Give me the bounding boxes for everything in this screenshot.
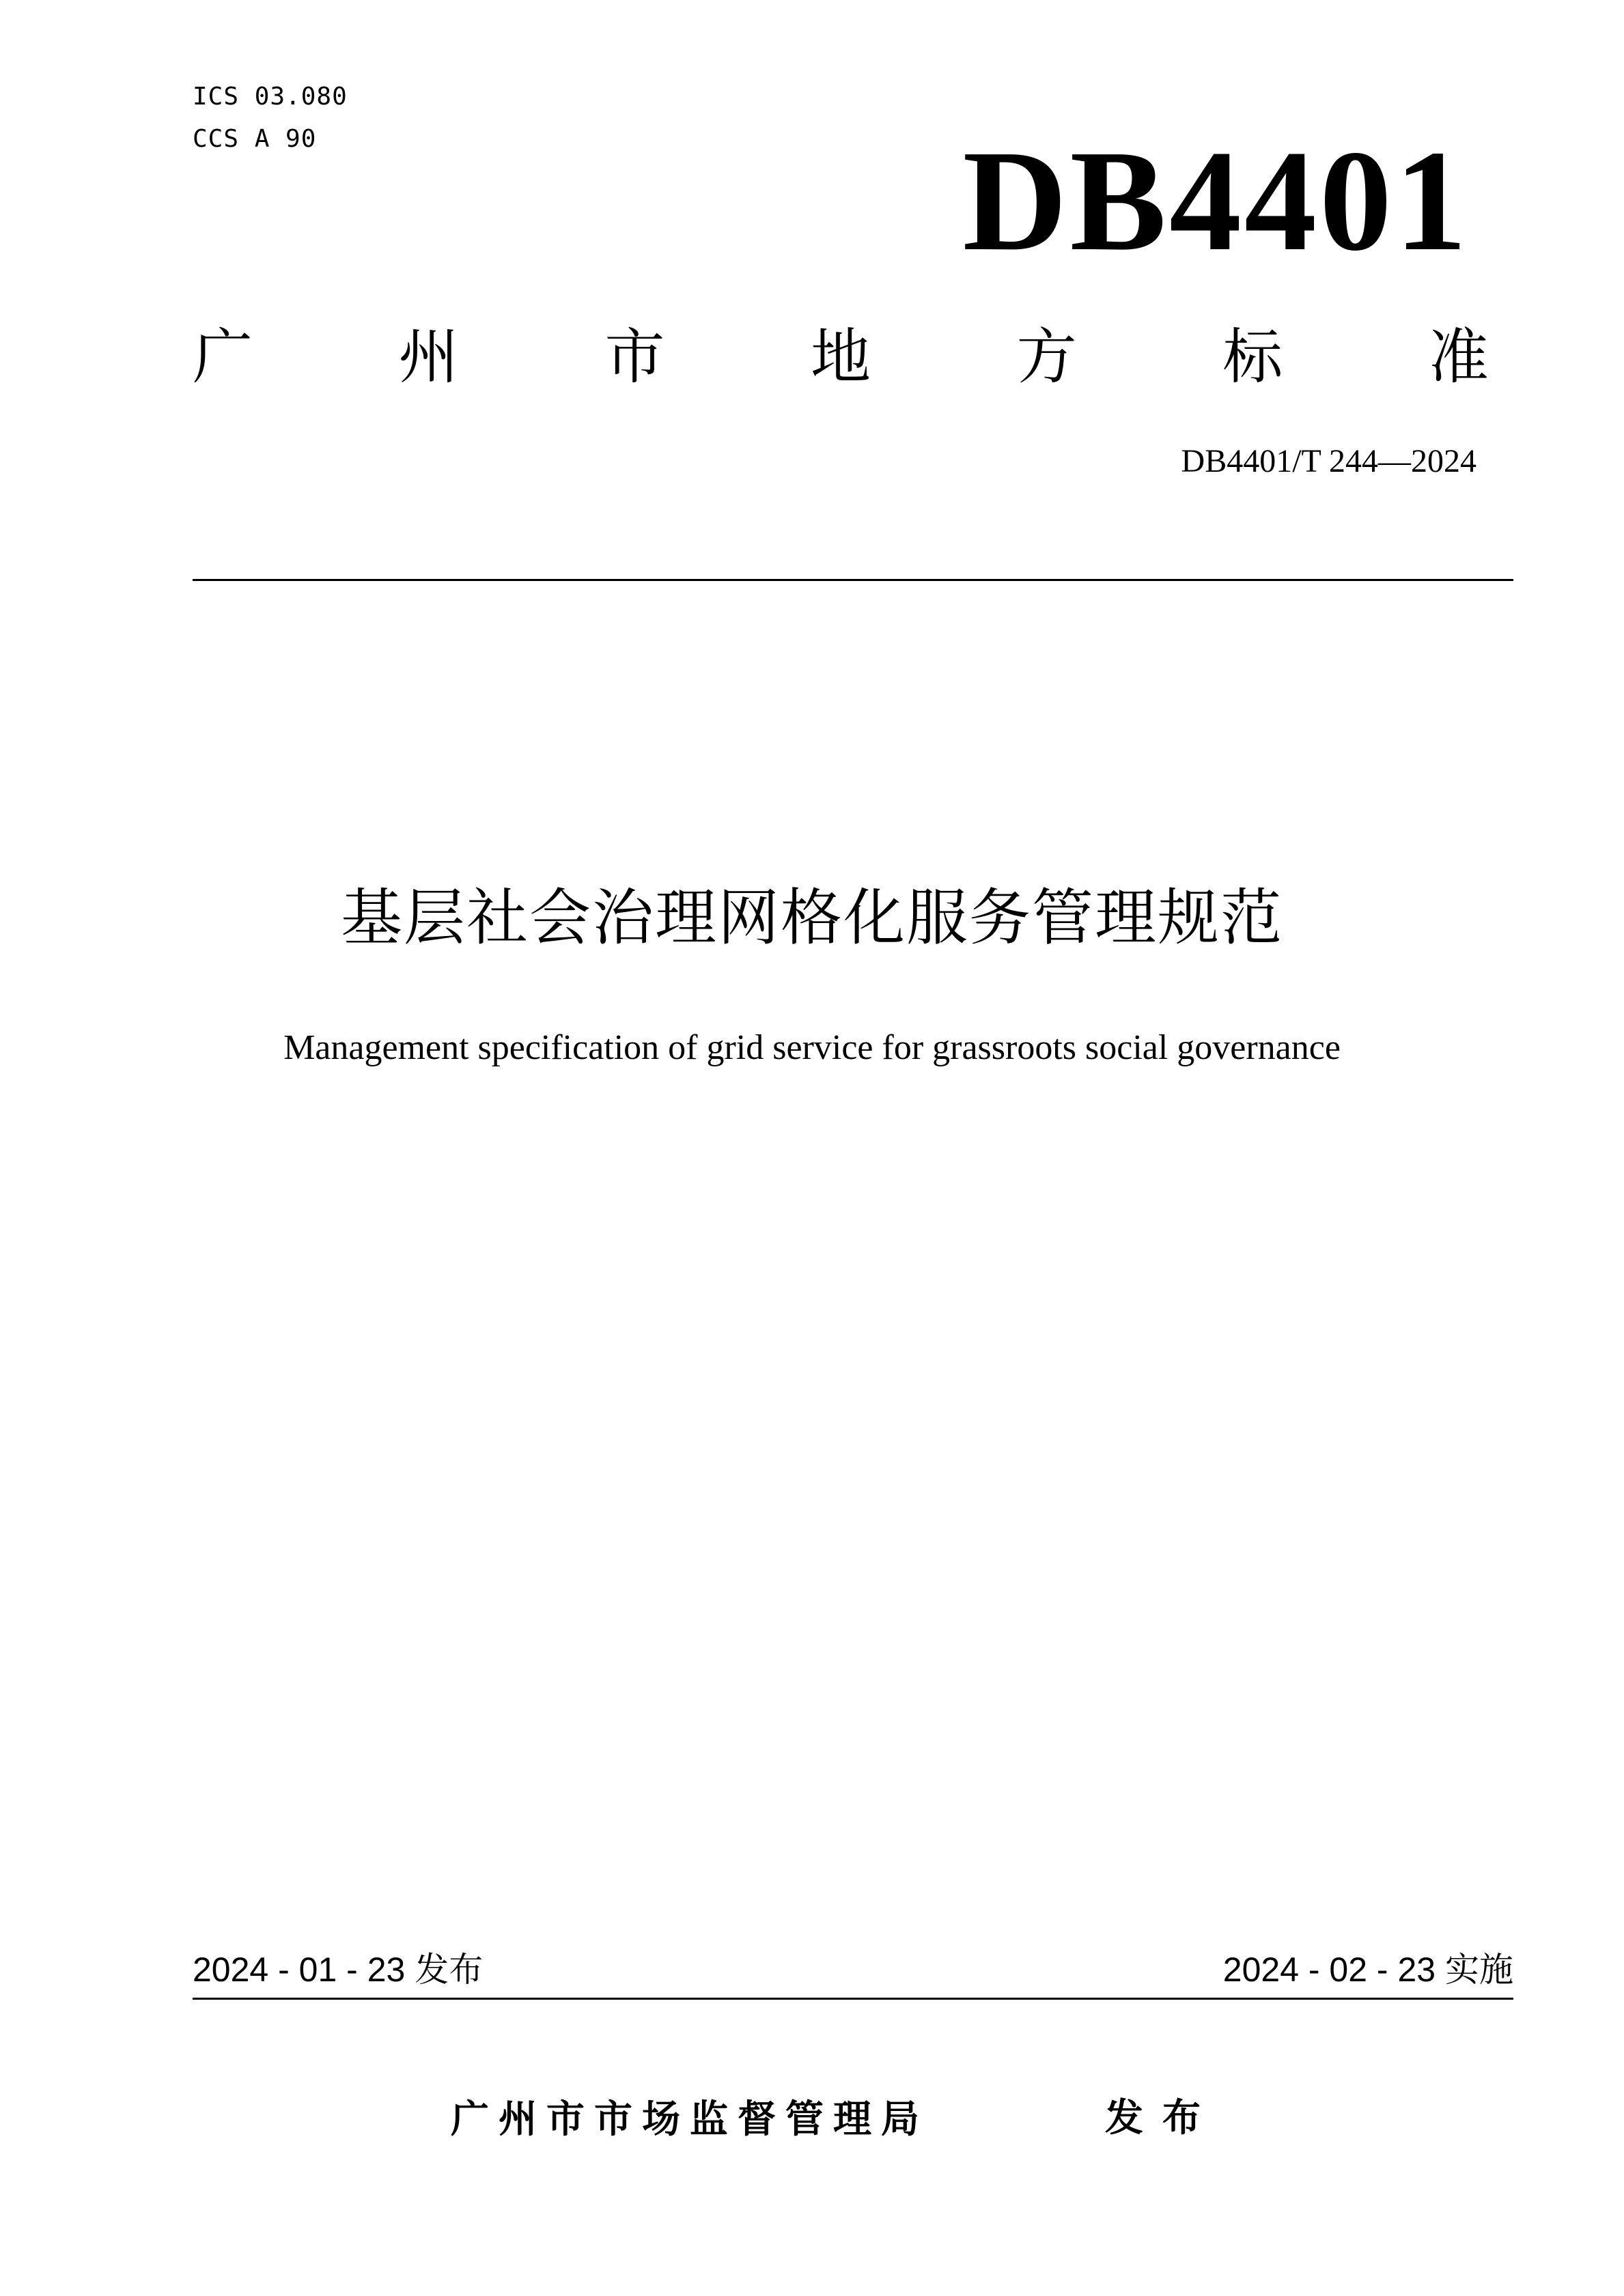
standard-type-char: 州 [398,322,459,392]
publish-label: 发布 [1105,2096,1220,2140]
standard-type-heading [193,320,1489,395]
issue-date: 2024 - 01 - 23 发布 [193,1951,484,1989]
standard-type-char: 准 [1428,322,1489,392]
standard-type-char: 方 [1016,322,1077,392]
document-title-english: Management specification of grid service for grassroots social governance [283,1028,1341,1067]
standard-type-char: 广 [193,322,253,392]
standard-type-char: 地 [810,322,871,392]
ics-code: ICS 03.080 [193,83,348,111]
standard-code-mark: DB4401 [962,120,1470,281]
implementation-date: 2024 - 02 - 23 实施 [1222,1951,1513,1989]
standard-type-char: 市 [604,322,665,392]
bottom-divider [193,1998,1513,2000]
top-divider [193,579,1513,581]
standard-type-char: 标 [1222,322,1283,392]
document-title-chinese: 基层社会治理网格化服务管理规范 [341,882,1283,954]
standard-number: DB4401/T 244—2024 [1181,443,1476,479]
publisher-name: 广州市市场监督管理局 [451,2097,929,2142]
ccs-code: CCS A 90 [193,125,317,153]
